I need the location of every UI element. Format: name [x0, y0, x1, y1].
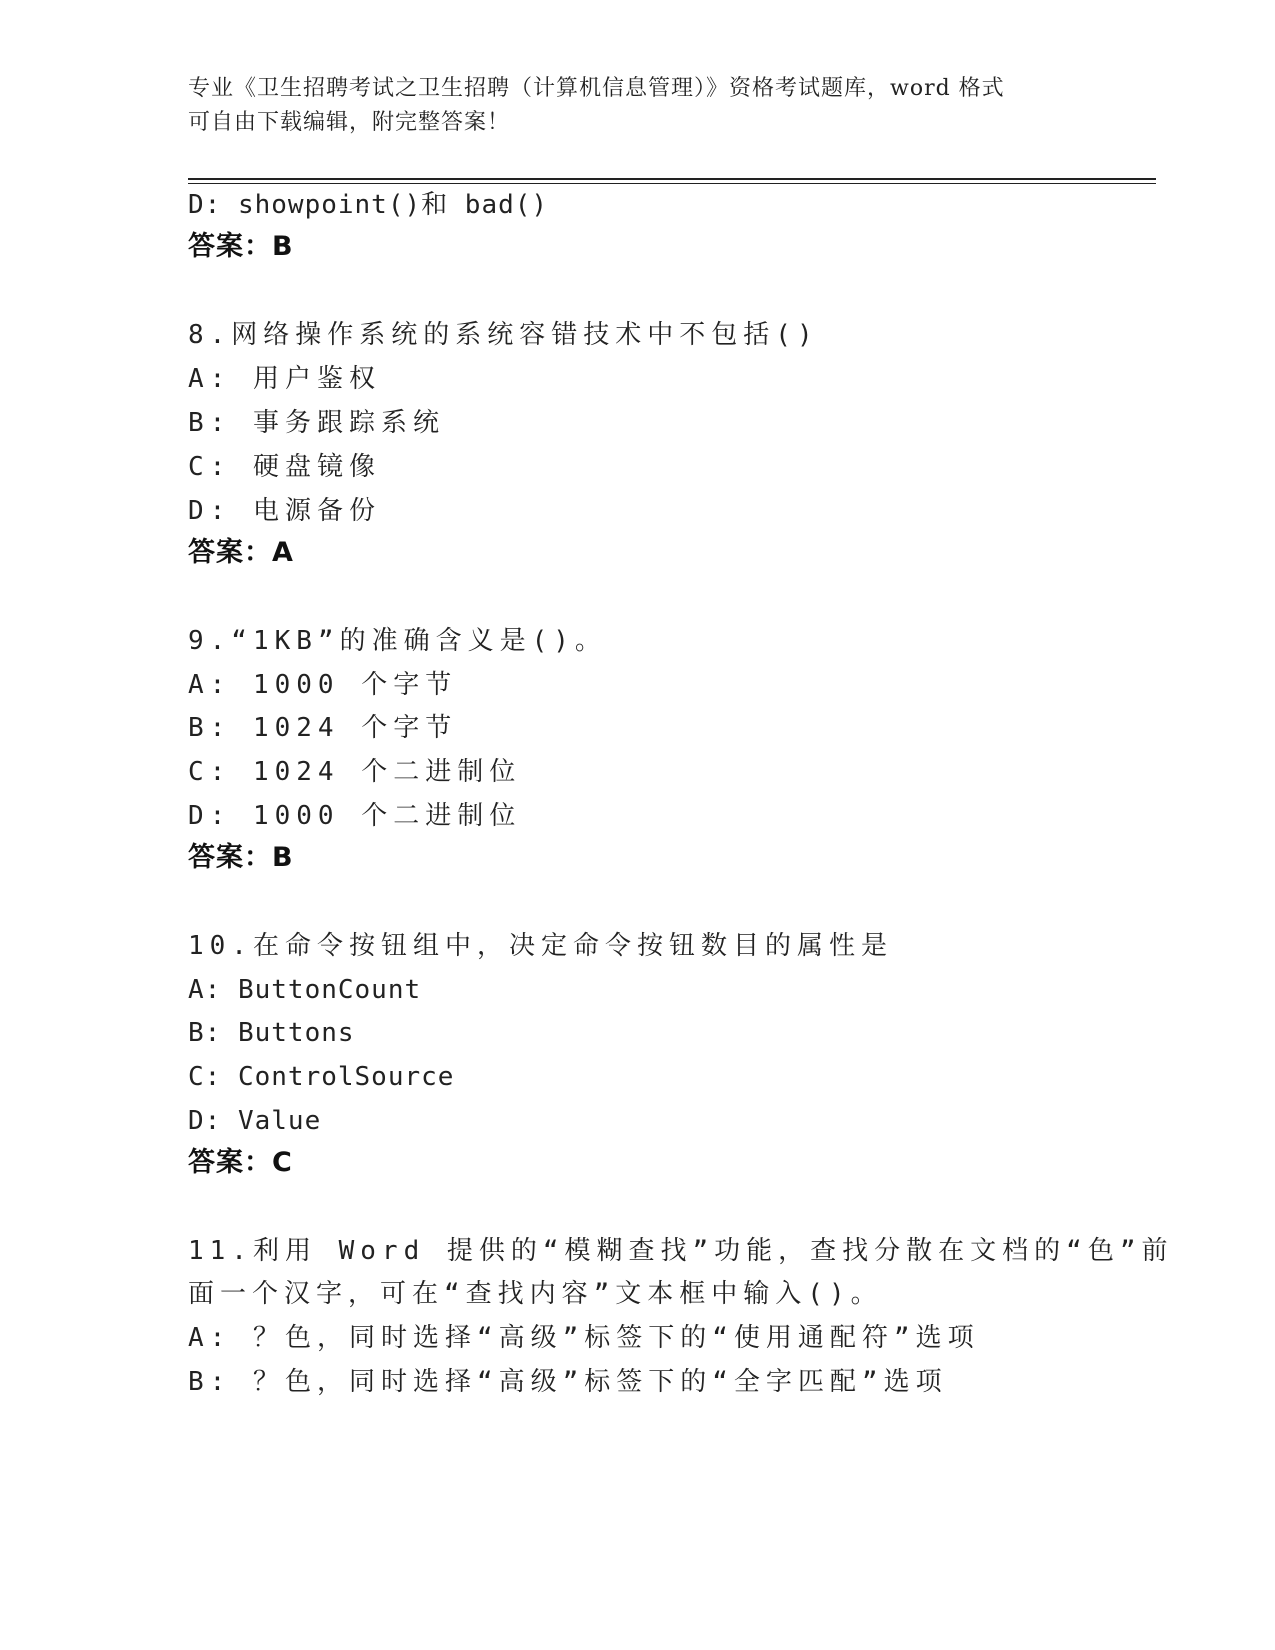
- header-title-line-2: 可自由下载编辑，附完整答案！: [188, 110, 511, 135]
- q8-option-b: B: 事务跟踪系统: [188, 408, 445, 438]
- q8-option-c: C: 硬盘镜像: [188, 452, 381, 482]
- q9-option-d: D: 1000 个二进制位: [188, 801, 522, 831]
- q10-option-c: C: ControlSource: [188, 1062, 455, 1092]
- q8-option-a: A: 用户鉴权: [188, 364, 381, 394]
- q7-answer: 答案：B: [188, 231, 294, 262]
- q9-option-b: B: 1024 个字节: [188, 713, 458, 743]
- q9-option-c: C: 1024 个二进制位: [188, 757, 522, 787]
- q9-option-a: A: 1000 个字节: [188, 670, 458, 700]
- q10-question: 10.在命令按钮组中，决定命令按钮数目的属性是: [188, 931, 893, 961]
- q10-option-b: B: Buttons: [188, 1018, 355, 1048]
- q11-question-line-2: 面一个汉字，可在“查找内容”文本框中输入()。: [188, 1279, 883, 1309]
- q8-question: 8.网络操作系统的系统容错技术中不包括(): [188, 320, 819, 350]
- q8-answer: 答案：A: [188, 537, 294, 568]
- q10-option-a: A: ButtonCount: [188, 975, 422, 1005]
- q11-option-b: B: ？色，同时选择“高级”标签下的“全字匹配”选项: [188, 1367, 948, 1397]
- q11-question-line-1: 11.利用 Word 提供的“模糊查找”功能，查找分散在文档的“色”前: [188, 1236, 1174, 1266]
- q10-option-d: D: Value: [188, 1106, 322, 1136]
- q11-option-a: A: ？色，同时选择“高级”标签下的“使用通配符”选项: [188, 1323, 980, 1353]
- q10-answer: 答案：C: [188, 1147, 293, 1178]
- page-header: [188, 72, 1088, 140]
- header-divider-thick: [188, 178, 1156, 180]
- q7-option-d: D: showpoint()和 bad(): [188, 190, 549, 220]
- q9-answer: 答案：B: [188, 842, 294, 873]
- header-title-line-1: 专业《卫生招聘考试之卫生招聘（计算机信息管理）》资格考试题库，word 格式: [188, 76, 1005, 101]
- q9-question: 9.“1KB”的准确含义是()。: [188, 626, 607, 656]
- q8-option-d: D: 电源备份: [188, 496, 381, 526]
- header-divider-thin: [188, 183, 1156, 184]
